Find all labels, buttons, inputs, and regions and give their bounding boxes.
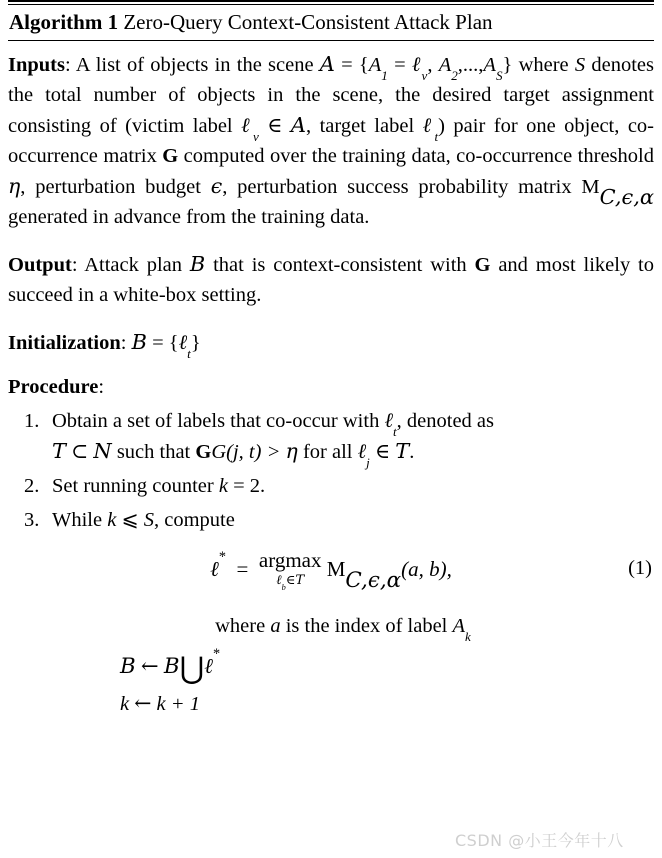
symbol-ell-t-sub-2: t [187,345,191,361]
update-1-tail: ℓ [204,654,213,678]
update-1-rhs: B [163,654,180,679]
where-var-A-sub: k [465,628,471,644]
step-3-number: 3. [24,509,40,531]
inputs-text-1: : A list of objects in the scene [65,54,320,76]
step-2-k: k [218,475,228,497]
symbol-B-cal-2: B [131,330,147,354]
procedure-list [8,406,654,535]
procedure-colon: : [98,376,105,398]
symbol-ell-t-2: ℓ [178,332,188,354]
symbol-ell-v-sub: v [421,67,428,83]
gap-after-output [8,310,654,327]
symbol-G-1: G [162,145,179,167]
argmax-sub-in: ∈ [285,572,296,587]
symbol-ell-v-sub-2: v [252,128,259,144]
output-text-1: : Attack plan [71,254,190,276]
step-1-ell-t: ℓ [384,410,393,432]
step-2-text-2: = 2. [227,475,266,497]
step-1-ell-j: ℓ [357,441,367,463]
equation-matrix: M [326,556,346,581]
symbol-brace-open-2: { [168,332,179,354]
update-2-lhs: k [120,693,130,715]
symbol-epsilon: ϵ [210,174,223,198]
symbol-eta: η [8,174,21,198]
step-3-text-2: , compute [154,509,235,531]
output-text-2: that is context-consistent with [205,254,475,276]
procedure-label: Procedure [8,376,99,398]
step-2-text-1: Set running counter [52,475,219,497]
step-1-text-1: Obtain a set of labels that co-occur with [52,410,385,432]
symbol-A2: A [438,54,452,76]
inputs-text-7: , perturbation budget [20,176,211,198]
step-1-in: ∈ [374,441,391,463]
update-line-1 [8,645,654,686]
symbol-A1-sub: 1 [381,67,388,83]
symbol-M-sub: C,ϵ,α [599,184,655,209]
symbol-AS: A [483,54,496,76]
symbol-set-A: A [319,52,335,76]
csdn-watermark: CSDN @小王今年十八 [455,831,624,850]
step-3-S: S [143,509,155,531]
step-1-subset: ⊂ [71,441,89,463]
symbol-M: M [581,176,600,198]
where-line [8,611,654,644]
output-text-3: and most likely to succeed in a white-box setting. [8,254,654,306]
symbol-set-A-2: A [290,113,306,137]
procedure-step-2 [8,471,654,501]
union-icon: ⋃ [179,651,205,686]
update-2-rhs: k + 1 [156,693,200,715]
display-equation-1 [8,548,654,605]
step-2-number: 2. [24,475,40,497]
step-1-T-cal: T [52,439,66,463]
symbol-B-cal-1: B [189,252,206,276]
symbol-S: S [574,54,586,76]
step-1-G-args: G(j, t) > [211,441,286,463]
symbol-dots: ,..., [457,54,484,76]
symbol-equals-2: = [387,54,412,76]
step-1-text-3: such that [111,441,196,463]
where-text-2: is the index of label [280,615,453,637]
argmax-label: argmax [258,548,322,572]
step-1-G: G [195,441,212,463]
update-1-star: * [212,645,221,662]
equation-args: (a, b), [401,556,452,581]
procedure-step-3 [8,505,654,535]
argmax-sub-set: T [295,573,305,588]
inputs-text-3: denotes the total number of objects in the scene, the desired target assignment consisting of (victim label [8,54,654,137]
argmax-sub-var: ℓ [276,572,282,587]
where-text-1: where [215,615,271,637]
step-3-text-1: While [52,509,108,531]
symbol-A1: A [368,54,382,76]
equation-lhs-star: * [218,548,227,565]
equation-equals: = [236,556,249,581]
argmax-operator [258,548,322,592]
symbol-AS-sub: S [495,67,503,83]
symbol-ell-t: ℓ [422,115,435,137]
equation-number: (1) [628,557,652,579]
symbol-ell-v: ℓ [411,54,422,76]
algorithm-title: Zero-Query Context-Consistent Attack Plan [123,10,493,34]
inputs-text-6: computed over the training data, co-occurrence threshold [178,145,654,167]
step-1-text-4: for all [297,441,358,463]
procedure-heading [8,372,654,402]
inputs-text-4: , target label [305,115,423,137]
symbol-ell-t-sub: t [434,128,439,144]
inputs-label: Inputs [8,54,65,76]
symbol-G-2: G [474,254,491,276]
update-line-2 [8,686,654,721]
symbol-brace-close-2: } [190,332,201,354]
argmax-sub-index: b [281,582,286,592]
equation-body [8,548,654,593]
symbol-equals-1: = [334,54,359,76]
update-2-arrow: ← [134,691,152,715]
where-var-A: A [452,615,466,637]
step-1-eta: η [285,439,298,463]
update-1-lhs: B [120,654,136,679]
symbol-brace-open: { [358,54,369,76]
step-1-text-5: . [409,441,415,463]
symbol-ell-v-2: ℓ [241,115,253,137]
symbol-in-1: ∈ [267,115,283,137]
step-1-text-2: , denoted as [396,410,495,432]
step-3-k: k [107,509,117,531]
step-3-leq: ⩽ [121,509,139,531]
algorithm-block [8,0,654,721]
initialization-paragraph [8,327,654,361]
update-1-arrow: ← [140,654,159,678]
step-1-ell-j-sub: j [366,454,370,470]
procedure-step-1 [8,406,654,470]
symbol-brace-close: } [502,54,513,76]
inputs-paragraph: Inputs: A list of objects in the scene $A = \{A_1$ = ℓ$_v$, $A_2,...,A_S$} where S denotes the total number of objects in the scene, the desired target assignment consisting of (victim label ℓ$_v$ ∈ A, target label ℓ$_t$) pair for one object, co-occurrence matrix G computed over the training data, co-occurrence threshold η, perturbation budget ϵ, perturbation success probability matrix $M_{C,\epsilon,\alpha}$ generated in advance from the training data. [8,52,655,228]
output-paragraph [8,249,654,310]
algorithm-title-row [8,5,654,40]
equation-lhs: ℓ [210,556,219,581]
initialization-text-1: : [120,332,132,354]
initialization-label: Initialization [8,332,121,354]
argmax-subscript [259,572,322,592]
step-1-number: 1. [24,410,40,432]
inputs-text-8: , perturbation success probability matrix [222,176,582,198]
output-label: Output [8,254,72,276]
step-1-T-cal-2: T [395,439,410,463]
equation-matrix-sub: C,ϵ,α [345,567,402,593]
inputs-text-9: generated in advance from the training data. [8,206,370,228]
step-1-ell-t-sub: t [393,423,397,439]
step-1-N-cal: N [93,439,112,463]
symbol-equals-3: = [146,332,169,354]
gap-after-initialization [8,358,654,372]
symbol-A2-sub: 2 [451,67,458,83]
algorithm-label: Algorithm 1 [9,10,119,34]
gap-after-inputs [8,232,654,249]
where-var-a: a [270,615,281,637]
inputs-text-5: ) pair for one object, co-occurrence matrix [8,115,654,167]
inputs-text-2: where [512,54,575,76]
